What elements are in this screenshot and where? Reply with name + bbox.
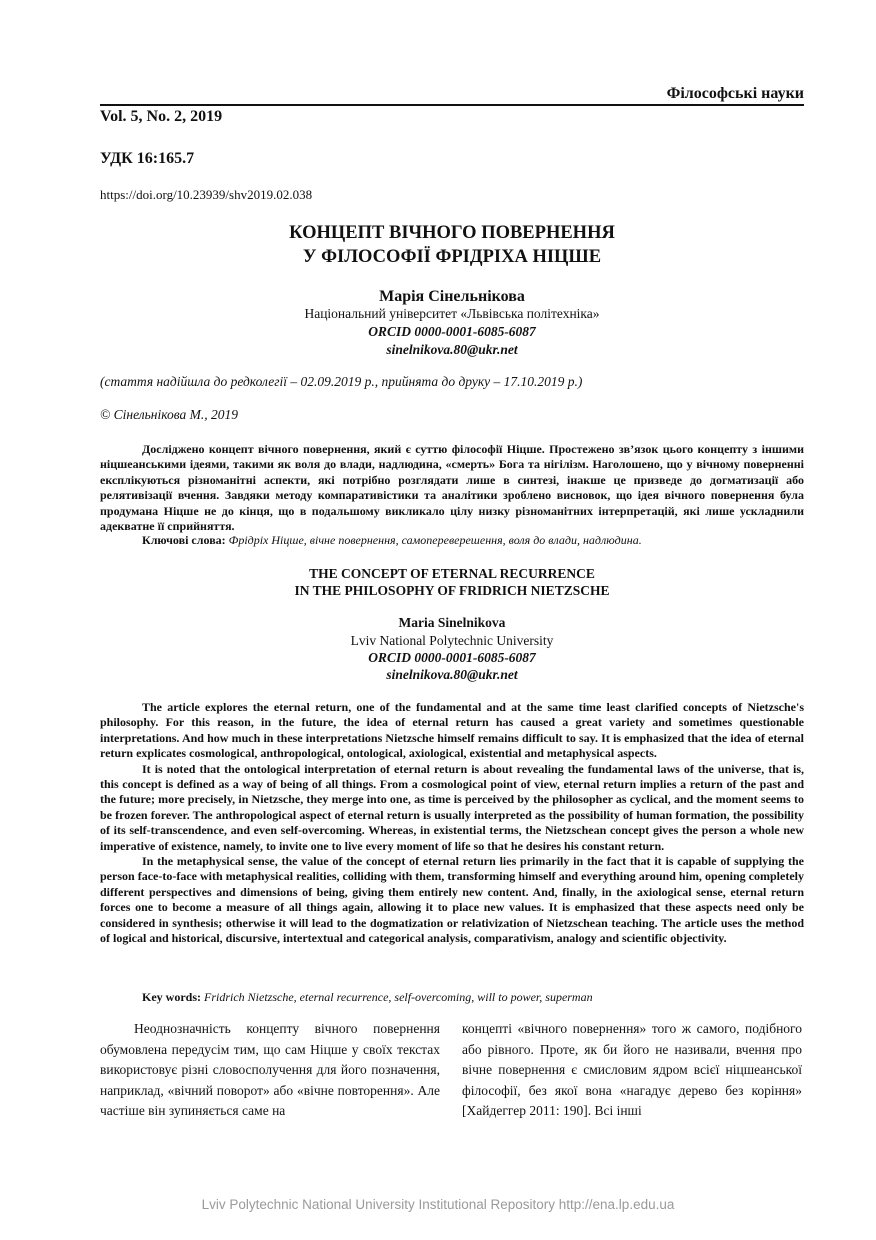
body-left-text: Неоднозначність концепту вічного повернення обумовлена передусім тим, що сам Ніцше у своїх текстах використовує різні словосполучення для його позначення, наприклад, «вічний поворот» або «вічне повторення». Але частіше він зупиняється саме на [100, 1021, 440, 1118]
author-name-ua: Марія Сінельнікова [379, 288, 525, 305]
title-en-line-2: IN THE PHILOSOPHY OF FRIDRICH NIETZSCHE [294, 583, 610, 598]
keywords-ua [142, 533, 642, 548]
repository-footer: Lviv Polytechnic National University Institutional Repository http://ena.lp.edu.ua [201, 1197, 675, 1212]
header-divider [100, 104, 804, 106]
abstract-en-paragraph-2: It is noted that the ontological interpretation of eternal return is about revealing the fundamental laws of the universe, that is, this concept is defined as a way of being of all things. From a cosmological point of view, eternal return implies a return of the past and the future; more precisely, in Nietzsche, they merge into one, as time is perceived by the philosopher as cyclical, and the moment seems to be frozen forever. The anthropological aspect of eternal return is usually interpreted as the possibility of human formation, the possibility of its self-transcendence, and even self-overcoming. Whereas, in existential terms, the Nietzschean concept gives the person a whole new imperative of existence, namely, to invite one to live every moment of life so that he desires his constant return. [100, 761, 804, 853]
author-info-ua [100, 305, 804, 359]
udk-code: УДК 16:165.7 [100, 150, 195, 167]
title-ua-line-2: У ФІЛОСОФІЇ ФРІДРІХА НІЦШЕ [302, 247, 602, 267]
body-column-left [100, 1019, 440, 1122]
orcid-en[interactable]: ORCID 0000-0001-6085-6087 [368, 650, 536, 665]
keywords-en [142, 990, 593, 1005]
abstract-en-paragraph-1: The article explores the eternal return, one of the fundamental and at the same time least clarified concepts of Nietzsche's philosophy. For this reason, in the future, the idea of eternal return has caused a great variety and sometimes questionable interpretations. And how much in these interpretations Nietzsche himself remains difficult to say. It is emphasized that the idea of eternal return explicates cosmological, anthropological, ontological, axiological, existential and metaphysical aspects. [100, 700, 804, 761]
abstract-ua-text: Досліджено концепт вічного повернення, який є суттю філософії Ніцше. Простежено зв’язок цього концепту з іншими ніцшеанськими ідеями, такими як воля до влади, надлюдина, «смерть» Бога та нігілізм. Наголошено, що у вічному поверненні експлікуються різноманітні аспекти, які потрібно розглядати лише в синтезі, інакше це призведе до догматизації або релятивізації вчення. Завдяки методу компаративістики та аналітики зроблено висновок, що ідея вічного повернення була продумана Ніцше не до кінця, що в подальшому викликало цілу низку різноманітних інтерпретацій, які лише ускладнили адекватне її сприйняття. [100, 442, 804, 534]
abstract-en [100, 700, 804, 947]
author-name-en: Maria Sinelnikova [398, 615, 506, 630]
author-info-en [100, 632, 804, 683]
doi-link[interactable]: https://doi.org/10.23939/shv2019.02.038 [100, 187, 313, 202]
email-ua[interactable]: sinelnikova.80@ukr.net [386, 342, 518, 357]
body-right-text: концепті «вічного повернення» того ж самого, подібного або рівного. Проте, як би його не називали, вчення про вічне повернення є смисловим ядром всієї ніцшеанської філософії, без якої вона «нагадує дерево без коріння» [Хайдеггер 2011: 190]. Всі інші [462, 1021, 802, 1118]
email-en[interactable]: sinelnikova.80@ukr.net [386, 667, 518, 682]
title-ua-line-1: КОНЦЕПТ ВІЧНОГО ПОВЕРНЕННЯ [289, 223, 615, 243]
volume-issue: Vol. 5, No. 2, 2019 [100, 108, 223, 125]
affiliation-ua: Національний університет «Львівська політехніка» [304, 306, 600, 321]
article-title-ua [100, 221, 804, 269]
copyright-notice: © Сінельнікова М., 2019 [100, 407, 239, 422]
keywords-ua-label: Ключові слова: [142, 533, 229, 547]
title-en-line-1: THE CONCEPT OF ETERNAL RECURRENCE [309, 566, 595, 581]
keywords-ua-list: Фрідріх Ніцше, вічне повернення, самопереверешення, воля до влади, надлюдина. [228, 533, 642, 547]
keywords-en-list: Fridrich Nietzsche, eternal recurrence, self-overcoming, will to power, superman [204, 990, 593, 1004]
received-dates: (стаття надійшла до редколегії – 02.09.2019 р., прийнята до друку – 17.10.2019 р.) [100, 374, 583, 389]
affiliation-en: Lviv National Polytechnic University [350, 633, 554, 648]
journal-section-header: Філософські науки [666, 85, 804, 102]
article-title-en [100, 565, 804, 599]
keywords-en-label: Key words: [142, 990, 204, 1004]
body-column-right [462, 1019, 802, 1122]
orcid-ua[interactable]: ORCID 0000-0001-6085-6087 [368, 324, 536, 339]
abstract-en-paragraph-3: In the metaphysical sense, the value of the concept of eternal return lies primarily in the fact that it is capable of supplying the person face-to-face with metaphysical realities, colliding with them, transforming himself and everything around him, opening completely different perspectives and dimensions of being, giving them entirely new content. And, finally, in the axiological sense, eternal return forces one to become a measure of all things again, allowing it to place new values. It is emphasized that these aspects need only be considered in synthesis; otherwise it will lead to the dogmatization or relativization of Nietzschean teaching. The article uses the method of logical and historical, discursive, intertextual and categorical analysis, comparativism, analogy and scientific objectivity. [100, 854, 804, 946]
abstract-ua [100, 442, 804, 534]
